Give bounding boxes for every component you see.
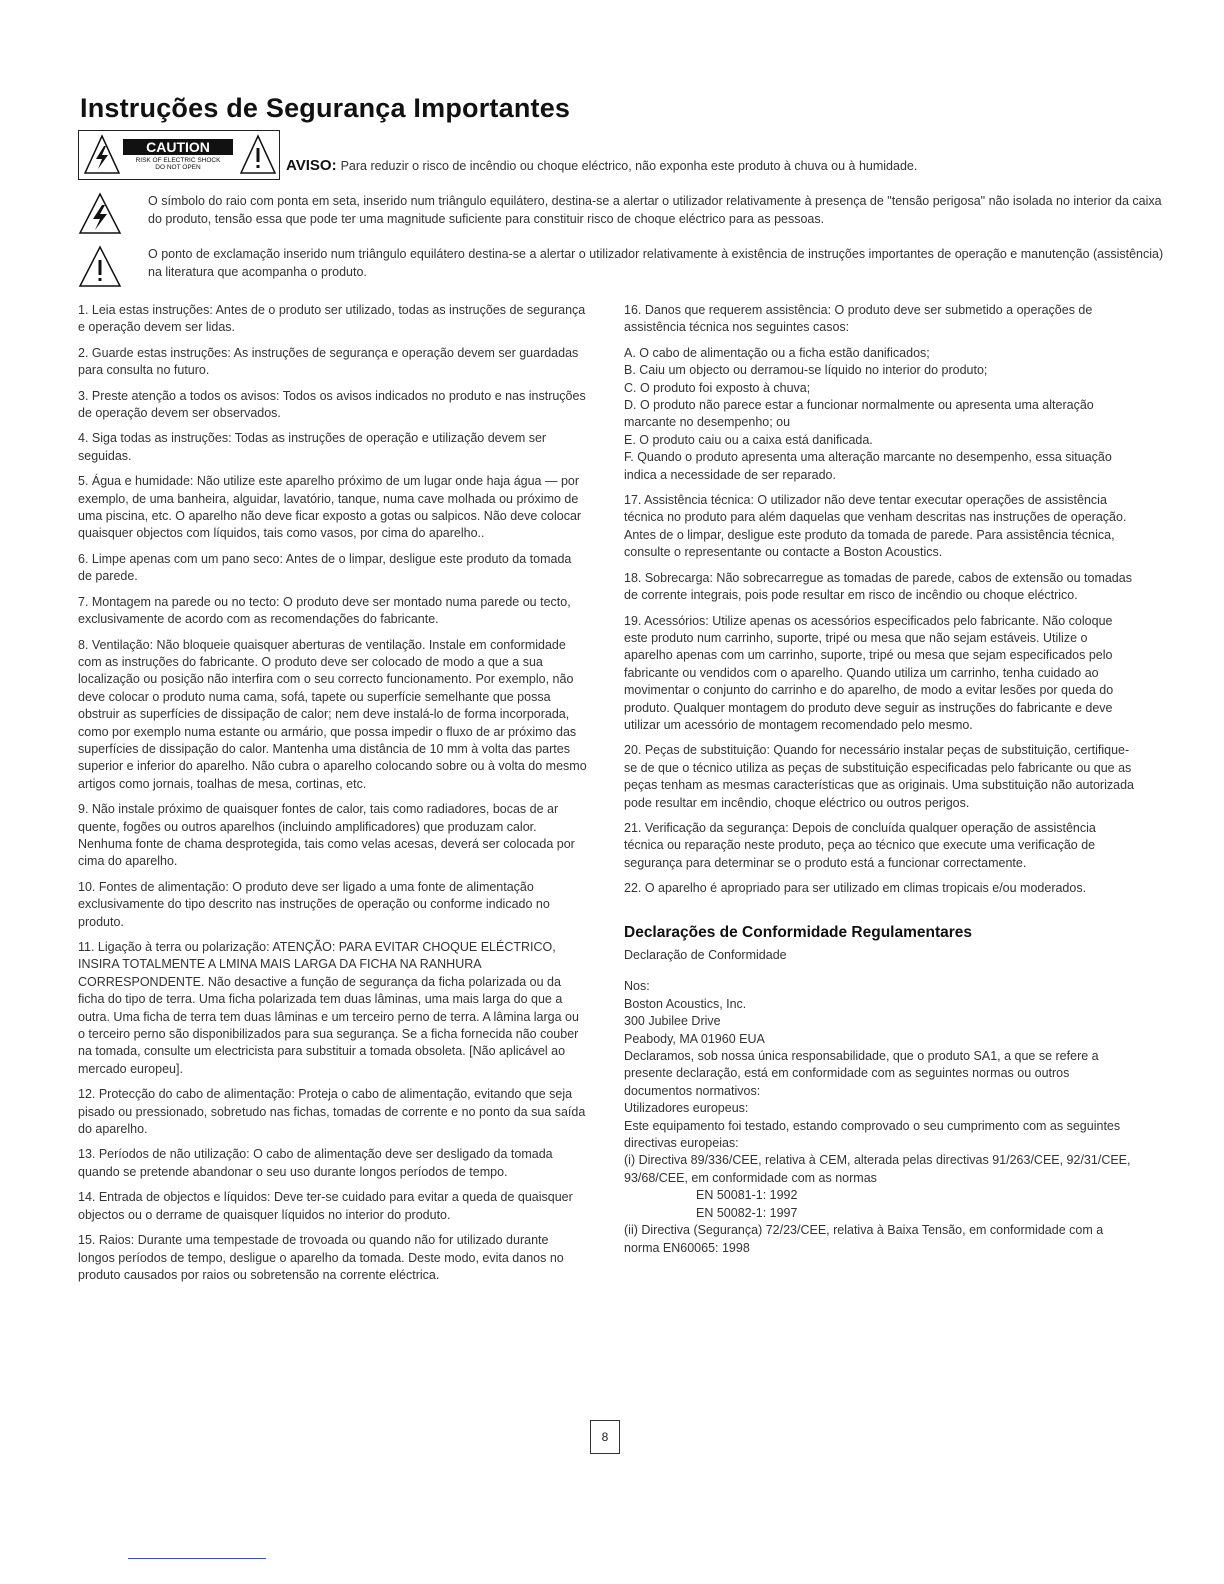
sub-list-item: D. O produto não parece estar a funcionar normalmente ou apresenta uma alteração marcante no desempenho; ou [624, 398, 1094, 430]
sub-list-item: C. O produto foi exposto à chuva; [624, 380, 811, 395]
declaration-subtitle: Declaração de Conformidade [624, 948, 787, 962]
list-item: 18. Sobrecarga: Não sobrecarregue as tomadas de parede, cabos de extensão ou tomadas de corrente integrais, pois pode resultar em risco de incêndio ou choque eléctrico. [624, 570, 1132, 603]
list-item: 9. Não instale próximo de quaisquer fontes de calor, tais como radiadores, bocas de ar quente, fogões ou outros aparelhos (incluindo amplificadores) que produzam calor. Nenhuma fonte de chama desprotegida, tais como velas acesas, deverá ser colocada por cima do aparelho. [78, 802, 575, 869]
declaration-line: Este equipamento foi testado, estando comprovado o seu cumprimento com as seguintes directivas europeias: [624, 1118, 1121, 1151]
list-item: 3. Preste atenção a todos os avisos: Todos os avisos indicados no produto e nas instruções de operação devem ser observados. [78, 388, 586, 421]
list-item: 17. Assistência técnica: O utilizador não deve tentar executar operações de assistência técnica no produto para além daquelas que venham descritas nas instruções de operação. Antes de o limpar, desligue este produto da tomada de parede. Para assistência técnica, consulte o representante ou contacte a Boston Acoustics. [624, 493, 1127, 560]
right-column [624, 302, 1136, 1257]
list-item: 22. O aparelho é apropriado para ser utilizado em climas tropicais e/ou moderados. [624, 881, 1087, 896]
lightning-triangle-icon [83, 134, 121, 176]
list-item: 4. Siga todas as instruções: Todas as instruções de operação e utilização devem ser seguidas. [78, 431, 547, 463]
declaration-line: Utilizadores europeus: [624, 1101, 749, 1116]
declaration-line: Boston Acoustics, Inc. [624, 996, 747, 1011]
caution-label-box [78, 130, 280, 180]
list-item: 19. Acessórios: Utilize apenas os acessórios especificados pelo fabricante. Não coloque este produto num carrinho, suporte, tripé ou mesa que não sejam estáveis. Utilize o aparelho apenas com um carrinho, suporte, tripé ou mesa que sejam especificados pelo fabricante ou vendidos com o aparelho. Quando utiliza um carrinho, tenha cuidado ao movimentar o conjunto do carrinho e do aparelho, de modo a evitar lesões por queda do produto. Qualquer montagem do produto deve seguir as instruções do fabricante e deve utilizar um acessório de montagem recomendado pelo mesmo. [624, 613, 1114, 732]
declaration-line: Peabody, MA 01960 EUA [624, 1031, 765, 1046]
exclamation-triangle-icon [78, 245, 122, 289]
list-item: 10. Fontes de alimentação: O produto deve ser ligado a uma fonte de alimentação exclusivamente do tipo descrito nas instruções de operação ou conforme indicado no produto. [78, 879, 550, 929]
exclamation-triangle-icon [239, 134, 277, 176]
left-column [78, 302, 588, 1292]
exclamation-symbol-explanation [78, 245, 1168, 287]
list-item: 2. Guarde estas instruções: As instruções de segurança e operação devem ser guardadas para consulta no futuro. [78, 345, 579, 378]
list-item: 21. Verificação da segurança: Depois de concluída qualquer operação de assistência técnica ou reparação neste produto, peça ao técnico que execute uma verificação de segurança para determinar se o produto está a funcionar correctamente. [624, 820, 1096, 870]
aviso-text: Para reduzir o risco de incêndio ou choque eléctrico, não exponha este produto à chuva ou à humidade. [340, 159, 918, 173]
caution-sub-line-2: DO NOT OPEN [155, 164, 201, 171]
exclamation-symbol-text: O ponto de exclamação inserido num triângulo equilátero destina-se a alertar o utilizador relativamente à existência de instruções importantes de operação e manutenção (assistência) na literatura que acompanha o produto. [148, 247, 1164, 279]
list-item: 5. Água e humidade: Não utilize este aparelho próximo de um lugar onde haja água — por exemplo, de uma banheira, alguidar, lavatório, tanque, numa cave molhada ou próximo de uma piscina, etc. O aparelho não deve ficar exposto a gotas ou salpicos. Não deve colocar quaisquer objectos com líquidos, tais como vasos, por cima do aparelho.. [78, 474, 582, 541]
lightning-triangle-icon [78, 192, 122, 236]
declaration-line: (ii) Directiva (Segurança) 72/23/CEE, relativa à Baixa Tensão, em conformidade com a norma EN60065: 1998 [624, 1223, 1104, 1255]
lightning-symbol-explanation [78, 192, 1168, 234]
list-item: 13. Períodos de não utilização: O cabo de alimentação deve ser desligado da tomada quando se pretende abandonar o seu uso durante longos períodos de tempo. [78, 1147, 553, 1179]
list-item: 1. Leia estas instruções: Antes de o produto ser utilizado, todas as instruções de segurança e operação devem ser lidas. [78, 303, 586, 335]
list-item: 15. Raios: Durante uma tempestade de trovoada ou quando não for utilizado durante longos períodos de tempo, desligue o aparelho da tomada. Deste modo, evita danos no produto causados por raios ou sobretensão na corrente eléctrica. [78, 1233, 564, 1282]
page-title: Instruções de Segurança Importantes [80, 93, 571, 123]
list-item: 12. Protecção do cabo de alimentação: Proteja o cabo de alimentação, evitando que seja pisado ou pressionado, sobretudo nas fichas, tomadas de corrente e no ponto da sua saída do aparelho. [78, 1087, 586, 1137]
caution-text: CAUTION [123, 139, 233, 155]
list-item: 6. Limpe apenas com um pano seco: Antes de o limpar, desligue este produto da tomada de parede. [78, 551, 572, 584]
declaration-line: Nos: [624, 979, 650, 994]
footer-divider [128, 1558, 266, 1559]
caution-sub-line-1: RISK OF ELECTRIC SHOCK [135, 157, 221, 164]
declaration-heading: Declarações de Conformidade Regulamentares [624, 923, 973, 941]
caution-subtext [123, 157, 233, 171]
page-number: 8 [590, 1420, 620, 1454]
list-item: 11. Ligação à terra ou polarização: ATENÇÃO: PARA EVITAR CHOQUE ELÉCTRICO, INSIRA TOTALMENTE A LMINA MAIS LARGA DA FICHA NA RANHURA CORRESPONDENTE. Não desactive a função de segurança da ficha polarizada ou da ficha do tipo de terra. Uma ficha polarizada tem duas lâminas, uma mais larga do que a outra. Uma ficha de terra tem duas lâminas e um terceiro perno de terra. A lâmina larga ou o terceiro perno são disponibilizados para sua segurança. Se a ficha fornecida não couber na tomada, consulte um electricista para substituir a tomada obsoleta. [Não aplicável ao mercado europeu]. [78, 940, 579, 1076]
list-item: 7. Montagem na parede ou no tecto: O produto deve ser montado numa parede ou tecto, exclusivamente de acordo com as recomendações do fabricante. [78, 594, 571, 627]
sub-list-item: F. Quando o produto apresenta uma alteração marcante no desempenho, essa situação indica a necessidade de ser reparado. [624, 450, 1112, 482]
list-item: 14. Entrada de objectos e líquidos: Deve ter-se cuidado para evitar a queda de quaisquer objectos ou o derrame de quaisquer líquidos no interior do produto. [78, 1190, 573, 1222]
caution-warning-row [78, 130, 1178, 180]
sub-list-item: E. O produto caiu ou a caixa está danificada. [624, 432, 873, 447]
declaration-line: (i) Directiva 89/336/CEE, relativa à CEM, alterada pelas directivas 91/263/CEE, 92/31/CEE, 93/68/CEE, em conformidade com as normas [624, 1153, 1131, 1185]
list-item: 8. Ventilação: Não bloqueie quaisquer aberturas de ventilação. Instale em conformidade com as instruções do fabricante. O produto deve ser colocado de modo a que a sua localização ou posição não interfira com o seu correcto funcionamento. Por exemplo, não deve colocar o produto numa cama, sofá, tapete ou superfície semelhante que possa obstruir as superfícies de dissipação de calor; nem deve instalá-lo de forma incorporada, como por exemplo numa estante ou armário, que possa impedir o fluxo de ar próximo das superfícies de dissipação do calor. Mantenha uma distância de 10 mm à volta das partes superior e inferior do aparelho. Não cubra o aparelho colocando sobre ou à volta do mesmo artigos como jornais, toalhas de mesa, cortinas, etc. [78, 637, 587, 791]
declaration-line: Declaramos, sob nossa única responsabilidade, que o produto SA1, a que se refere a presente declaração, está em conformidade com as seguintes normas ou outros documentos normativos: [624, 1049, 1099, 1098]
aviso-label: AVISO: [286, 157, 337, 174]
standard-line: EN 50081-1: 1992 [696, 1188, 798, 1203]
list-item: 20. Peças de substituição: Quando for necessário instalar peças de substituição, certifique-se de que o técnico utiliza as peças de substituição especificadas pelo fabricante ou que as peças tenham as mesmas características que as originais. Uma substituição não autorizada pode resultar em incêndio, choque eléctrico ou outros perigos. [624, 743, 1134, 810]
aviso-warning [286, 157, 917, 174]
declaration-body [624, 978, 1136, 1257]
sub-list-item: B. Caiu um objecto ou derramou-se líquido no interior do produto; [624, 363, 988, 378]
sub-list-item: A. O cabo de alimentação ou a ficha estão danificados; [624, 345, 930, 360]
declaration-line: 300 Jubilee Drive [624, 1014, 721, 1029]
lightning-symbol-text: O símbolo do raio com ponta em seta, inserido num triângulo equilátero, destina-se a alertar o utilizador relativamente à presença de "tensão perigosa" não isolada no interior da caixa do produto, tensão essa que pode ter uma magnitude suficiente para constituir risco de choque eléctrico para as pessoas. [148, 194, 1162, 226]
list-item: 16. Danos que requerem assistência: O produto deve ser submetido a operações de assistência técnica nos seguintes casos: [624, 303, 1093, 335]
standard-line: EN 50082-1: 1997 [696, 1205, 798, 1220]
